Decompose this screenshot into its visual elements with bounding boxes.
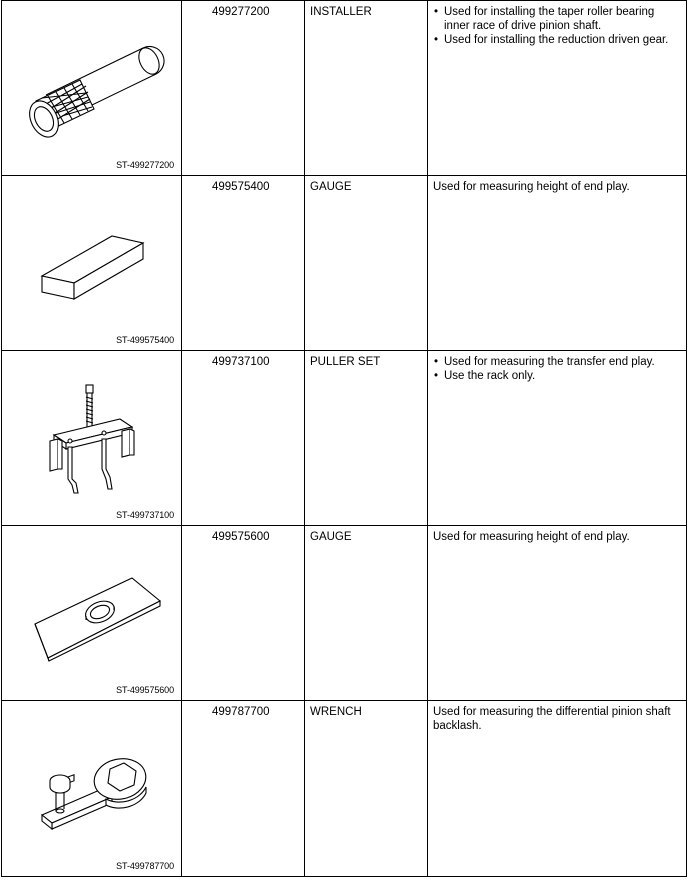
wrench-icon	[2, 701, 181, 877]
gauge-block-icon	[2, 176, 181, 351]
table-row	[2, 176, 687, 351]
tool-description	[428, 351, 687, 526]
table-row	[2, 526, 687, 701]
tool-description	[428, 1, 687, 176]
part-number: 499277200	[182, 1, 305, 176]
part-number: 499575600	[182, 526, 305, 701]
figure-label: ST-499575400	[116, 335, 174, 345]
figure-label: ST-499787700	[116, 861, 174, 871]
description-text: Used for measuring height of end play.	[433, 531, 630, 543]
illustration-cell	[2, 701, 182, 877]
figure-label: ST-499737100	[116, 510, 174, 520]
tool-name: WRENCH	[305, 701, 428, 877]
table-row	[2, 351, 687, 526]
description-bullet: • Used for installing the taper roller bearing inner race of drive pinion shaft.	[433, 5, 678, 33]
tool-description	[428, 176, 687, 351]
special-tools-table	[1, 0, 687, 877]
table-row	[2, 701, 687, 877]
part-number: 499575400	[182, 176, 305, 351]
description-bullet: • Use the rack only.	[433, 369, 678, 383]
illustration-cell	[2, 526, 182, 701]
tool-description	[428, 526, 687, 701]
description-text: Used for measuring the differential pinion shaft backlash.	[433, 706, 671, 732]
installer-icon	[2, 1, 181, 176]
table-row	[2, 1, 687, 176]
illustration-cell	[2, 1, 182, 176]
figure-label: ST-499575600	[116, 685, 174, 695]
tool-name: PULLER SET	[305, 351, 428, 526]
figure-label: ST-499277200	[116, 160, 174, 170]
tool-name: GAUGE	[305, 176, 428, 351]
illustration-cell	[2, 176, 182, 351]
part-number: 499737100	[182, 351, 305, 526]
tool-description	[428, 701, 687, 877]
tool-name: INSTALLER	[305, 1, 428, 176]
puller-set-icon	[2, 351, 181, 526]
illustration-cell	[2, 351, 182, 526]
description-text: Used for measuring height of end play.	[433, 181, 630, 193]
description-bullet: • Used for measuring the transfer end play.	[433, 355, 678, 369]
part-number: 499787700	[182, 701, 305, 877]
tool-name: GAUGE	[305, 526, 428, 701]
description-bullet: • Used for installing the reduction driven gear.	[433, 33, 678, 47]
gauge-plate-icon	[2, 526, 181, 701]
